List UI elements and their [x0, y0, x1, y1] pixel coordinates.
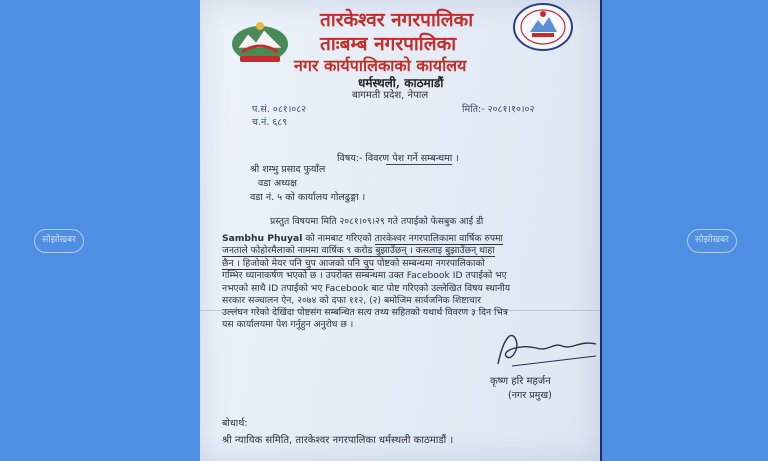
letterhead-address: धर्मस्थली, काठमाडौं: [358, 76, 444, 90]
signatory-name: कृष्ण हरि महर्जन: [490, 376, 551, 387]
body-line-2-text: को नामबाट गरिएको: [302, 233, 375, 244]
cc-label: बोधार्थ:: [222, 418, 248, 429]
letterhead-office: नगर कार्यपालिकाको कार्यालय: [294, 56, 467, 75]
background-right: [600, 0, 768, 461]
municipality-seal-icon: [512, 2, 574, 52]
background-left: [0, 0, 200, 461]
letterhead-title-newari: ताःबम्ब नगरपालिका: [320, 33, 457, 55]
body-line-1: प्रस्तुत विषयमा मिति २०८१।०९।२९ गते तपाईको फेसबुक आई डी: [270, 216, 484, 227]
watermark-right: सोझोखबर: [687, 229, 737, 253]
quoted-post-start: तारकेश्वर नगरपालिकामा वार्षिक रुपमा: [374, 233, 503, 244]
recipient-name: श्री शम्भु प्रसाद फुयाँल: [250, 164, 326, 175]
dispatch-number: च.नं. ६८९: [252, 117, 288, 128]
body-line-4-text: पोष्टको सम्बन्धमा नगरपालिकाको: [374, 258, 485, 269]
body-line-9: यस कार्यालयमा पेश गर्नुहुन अनुरोध छ ।: [222, 319, 354, 330]
signatory-title: (नगर प्रमुख): [508, 390, 552, 401]
frame-divider: [600, 0, 602, 461]
body-line-5: गम्भिर ध्यानाकर्षण भएको छ । उपरोक्त सम्बन्धमा उक्त Facebook ID तपाईको भए: [222, 270, 507, 281]
subject-underline: [386, 164, 452, 165]
quoted-post-middle: जनताले फोहोरमैलाको नाममा वार्षिक ९ करोड बुझाउँछन् । कसलाइ बुझाउँछन् थाहा: [222, 245, 495, 256]
body-line-6: नभएको साथै ID तपाईको भए Facebook बाट पोष्ट गरिएको उल्लेखित विषय स्थानीय: [222, 283, 511, 294]
nepal-emblem-icon: [228, 18, 292, 66]
handwritten-signature: [492, 326, 600, 372]
letterhead-province: बागमती प्रदेश, नेपाल: [352, 90, 429, 101]
body-line-7: सरकार सञ्चालन ऐन, २०७४ को दफा ११२, (२) बमोजिम सार्वजनिक शिष्टाचार: [222, 295, 481, 306]
cc-recipient: श्री न्यायिक समिति, तारकेश्वर नगरपालिका धर्मस्थली काठमाडौं ।: [222, 435, 454, 446]
facebook-id-name: Sambhu Phuyal: [222, 233, 303, 244]
recipient-title: वडा अध्यक्ष: [258, 178, 297, 189]
letter-paper: [200, 0, 600, 461]
letter-subject: विषय:- विवरण पेश गर्ने सम्बन्धमा ।: [337, 153, 459, 164]
reference-number: प.सं. ०८१।०८२: [252, 104, 307, 115]
letter-date: मिति:- २०८१।१०।०२: [462, 104, 535, 115]
quoted-post-end: छैन । हिजोको मेयर पनि चुप आजको पनि चुप: [222, 258, 374, 269]
watermark-left: सोझोखबर: [34, 229, 84, 253]
recipient-office: वडा नं. ५ को कार्यालय गोलढुङ्गा ।: [250, 192, 366, 203]
body-line-8: उल्लंघन गरेको देखिंदा पोष्टसंग सम्बन्धित सत्य तथ्य सहितको यथार्थ विवरण ३ दिन भित्र: [222, 307, 508, 318]
letterhead-title: तारकेश्वर नगरपालिका: [320, 9, 474, 31]
